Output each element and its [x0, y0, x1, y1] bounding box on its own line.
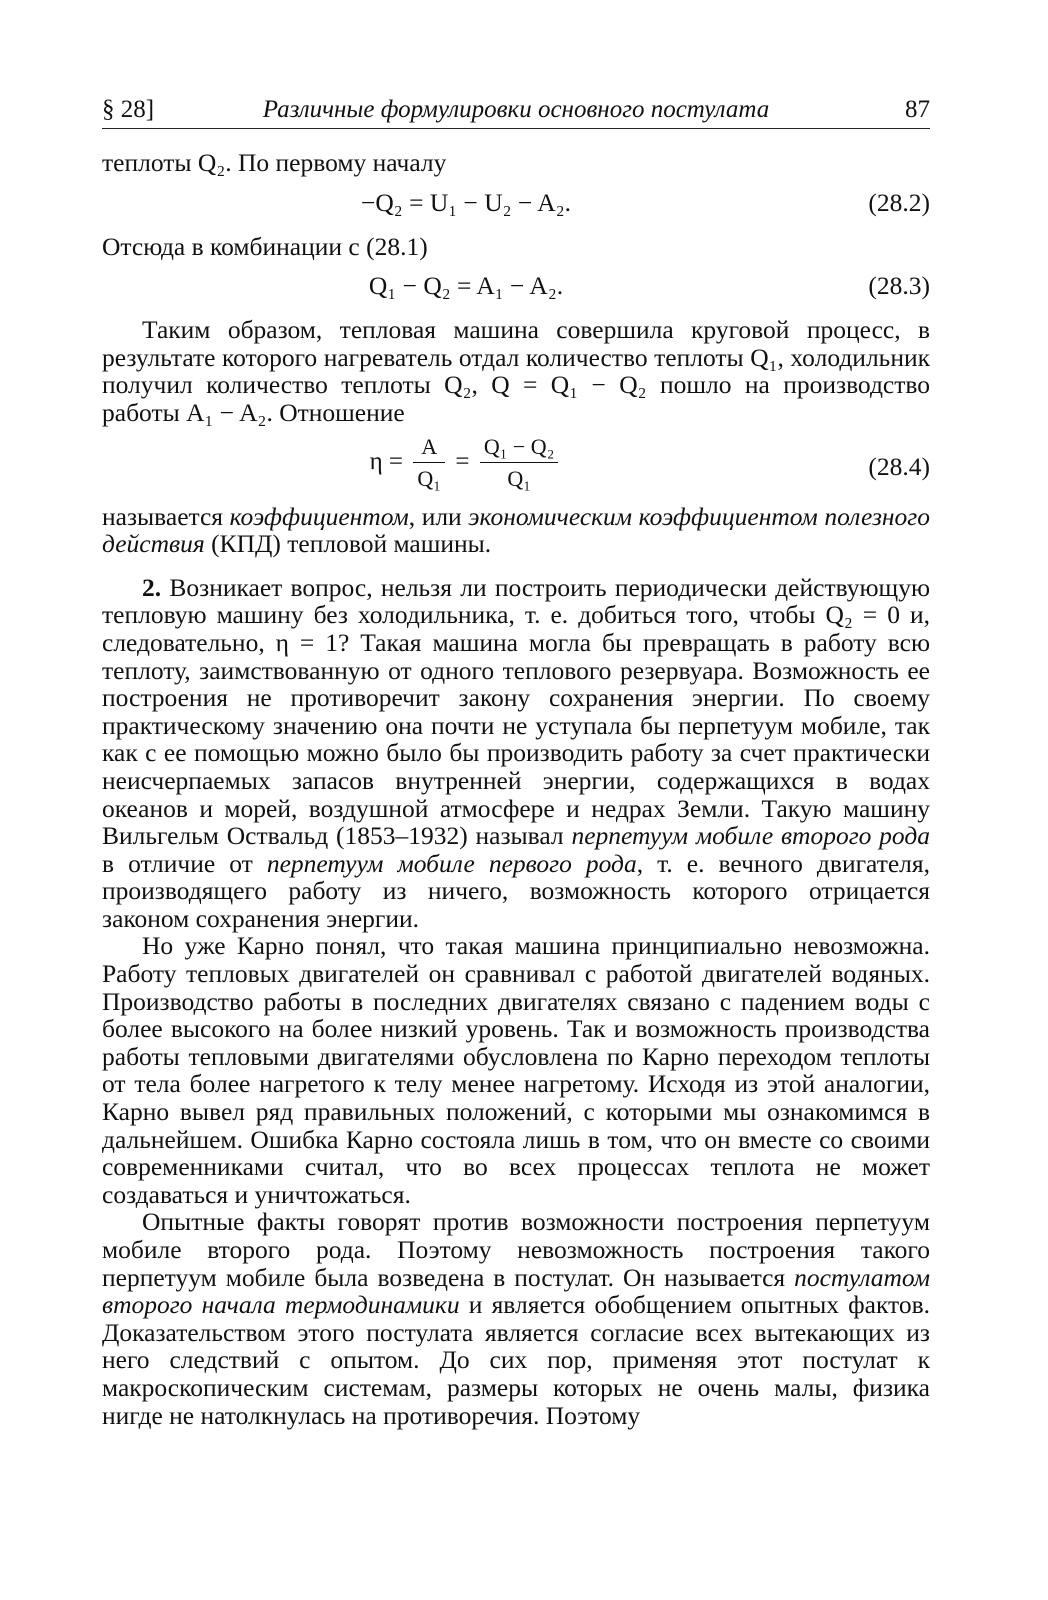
text-run: (КПД) тепловой машины.	[204, 529, 492, 559]
paragraph: Таким образом, тепловая машина совершила круговой процесс, в результате которого нагреватель отдал количество теплоты Q₁, холодильник получил количество теплоты Q₂, Q = Q₁ − Q₂ пошло на производство работы A₁ − A₂. Отношение	[102, 315, 930, 427]
text-run: называется	[102, 501, 230, 531]
equation-formula: Q₁ − Q₂ = A₁ − A₂.	[368, 271, 564, 301]
paragraph	[102, 1208, 930, 1429]
fraction	[413, 433, 445, 493]
term-italic: постулатом второго начала термодинамики	[102, 1262, 930, 1320]
text-run: , т. е. вечного двигателя, производящего работу из ничего, возможность которого отрицается законом сохранения энергии.	[102, 848, 931, 933]
page-number: 87	[905, 96, 930, 123]
text-run: Возникает вопрос, нельзя ли построить периодически действующую тепловую машину без холодильника, т. е. добиться того, чтобы Q₂ = 0 и, следовательно, η = 1? Такая машина могла бы превращать в работу всю теплоту, заимствованную от одного теплового резервуара. Возможность ее построения не противоречит закону сохранения энергии. По своему практическому значению она почти не уступала бы перпетуум мобиле, так как с ее помощью можно было бы производить работу за счет практически неисчерпаемых запасов внутренней энергии, содержащихся в водах океанов и морей, воздушной атмосфере и недрах Земли. Такую машину Вильгельм Оствальд (1853–1932) называл	[102, 572, 930, 851]
page-body	[102, 149, 930, 1429]
term-italic: коэффициентом	[229, 501, 409, 531]
equation-formula: −Q₂ = U₁ − U₂ − A₂.	[361, 187, 571, 217]
equation-formula	[102, 433, 830, 493]
paragraph	[102, 503, 930, 558]
text-run: , или	[408, 501, 469, 531]
equation-28-2	[102, 177, 930, 233]
text-run: в отличие от	[102, 848, 267, 878]
text-run: и является обобщением опытных фактов. Доказательством этого постулата является согласие всех вытекающих из него следствий с опытом. До сих пор, применяя этот постулат к макроскопическим системам, размеры которых не очень малы, физика нигде не натолкнулась на противоречия. Поэтому	[102, 1290, 931, 1430]
paragraph: теплоты Q₂. По первому началу	[102, 148, 447, 177]
paragraph	[102, 574, 930, 933]
equals-sign: =	[455, 447, 470, 475]
page	[102, 92, 930, 1429]
text-run: Опытные факты говорят против возможности построения перпетуум мобиле второго рода. Поэтому невозможность построения такого перпетуум мобиле была возведена в постулат. Он называется	[102, 1207, 930, 1292]
running-header	[102, 92, 930, 129]
section-number: § 28]	[102, 96, 155, 123]
equation-number: (28.2)	[868, 187, 930, 217]
paragraph: Но уже Карно понял, что такая машина принципиально невозможна. Работу тепловых двигателей он сравнивал с работой двигателей водяных. Производство работы в последних двигателях связано с падением воды с более высокого на более низкий уровень. Так и возможность производства работы тепловыми двигателями обусловлена по Карно переходом теплоты от тела более нагретого к телу менее нагретому. Исходя из этой аналогии, Карно вывел ряд правильных положений, с которыми мы ознакомимся в дальнейшем. Ошибка Карно состояла лишь в том, что он вместе со своими современниками считал, что во всех процессах теплота не может создаваться и уничтожаться.	[102, 931, 930, 1209]
fraction	[480, 433, 559, 493]
running-title: Различные формулировки основного постулата	[262, 96, 770, 123]
paragraph-number: 2.	[142, 572, 162, 602]
fraction-denominator: Q₁	[507, 466, 531, 492]
term-italic: экономическим коэффициентом полезного действия	[102, 501, 931, 559]
equation-28-4	[102, 427, 930, 503]
fraction-numerator: A	[413, 433, 445, 464]
fraction-numerator: Q₁ − Q₂	[480, 433, 559, 464]
equation-number: (28.4)	[868, 451, 930, 481]
eta-symbol: η =	[369, 447, 404, 475]
fraction-denominator: Q₁	[417, 466, 441, 492]
term-italic: перпетуум мобиле первого рода	[266, 848, 637, 878]
term-italic: перпетуум мобиле второго рода	[571, 821, 930, 851]
equation-number: (28.3)	[868, 271, 930, 301]
equation-28-3	[102, 260, 930, 316]
paragraph: Отсюда в комбинации с (28.1)	[102, 231, 428, 261]
